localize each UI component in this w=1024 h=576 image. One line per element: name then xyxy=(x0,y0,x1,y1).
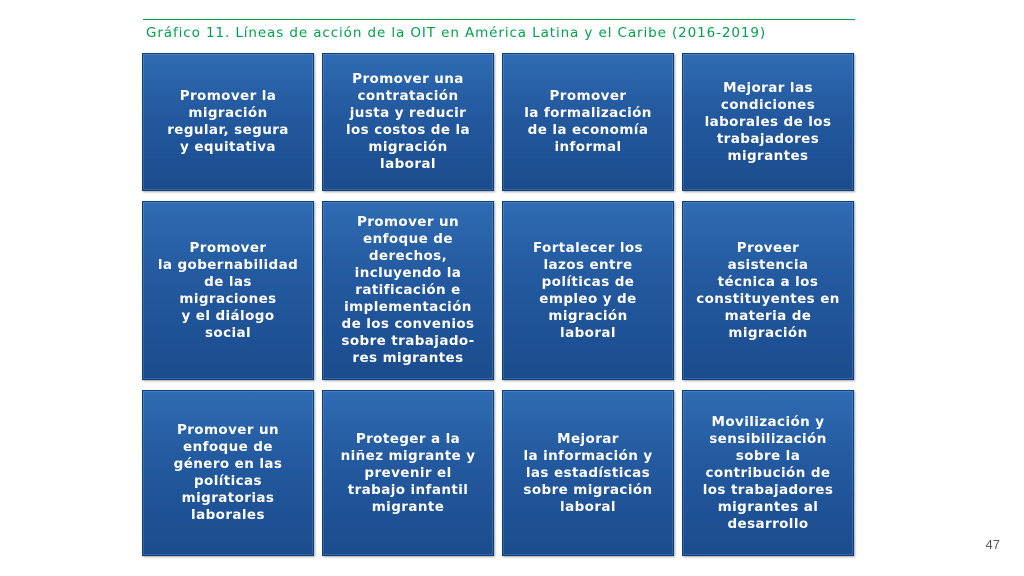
action-box-text: Fortalecer los lazos entre políticas de empleo y de migración laboral xyxy=(532,239,643,341)
action-box-text: Movilización y sensibilización sobre la contribución de los trabajadores migrantes al desarrollo xyxy=(702,413,834,532)
action-box-text: Promover la formalización de la economía informal xyxy=(524,88,652,155)
action-box-11 xyxy=(502,390,674,556)
title-rule xyxy=(143,19,855,20)
action-box-text: Promover la migración regular, segura y equitativa xyxy=(167,88,289,155)
action-box-12 xyxy=(682,390,854,556)
action-box-text: Promover una contratación justa y reducir los costos de la migración laboral xyxy=(345,71,471,172)
action-box-4 xyxy=(682,53,854,191)
action-box-2 xyxy=(322,53,494,191)
action-box-1 xyxy=(142,53,314,191)
action-box-8 xyxy=(682,201,854,380)
figure-title: Gráfico 11. Líneas de acción de la OIT en América Latina y el Caribe (2016-2019) xyxy=(146,25,767,41)
action-lines-grid xyxy=(142,53,854,559)
action-box-text: Promover un enfoque de derechos, incluyendo la ratificación e implementación de los convenios sobre trabajado- res migrantes xyxy=(341,214,475,366)
action-box-3 xyxy=(502,53,674,191)
action-box-text: Mejorar las condiciones laborales de los trabajadores migrantes xyxy=(704,79,832,164)
action-box-10 xyxy=(322,390,494,556)
action-box-5 xyxy=(142,201,314,380)
action-box-7 xyxy=(502,201,674,380)
action-box-6 xyxy=(322,201,494,380)
action-box-text: Promover un enfoque de género en las políticas migratorias laborales xyxy=(173,422,283,523)
action-box-text: Promover la gobernabilidad de las migraciones y el diálogo social xyxy=(157,239,299,341)
action-box-text: Mejorar la información y las estadísticas sobre migración laboral xyxy=(523,430,653,515)
action-box-text: Proveer asistencia técnica a los constituyentes en materia de migración xyxy=(696,239,840,341)
action-box-9 xyxy=(142,390,314,556)
page-number: 47 xyxy=(985,537,1000,552)
action-box-text: Proteger a la niñez migrante y prevenir el trabajo infantil migrante xyxy=(340,430,476,515)
